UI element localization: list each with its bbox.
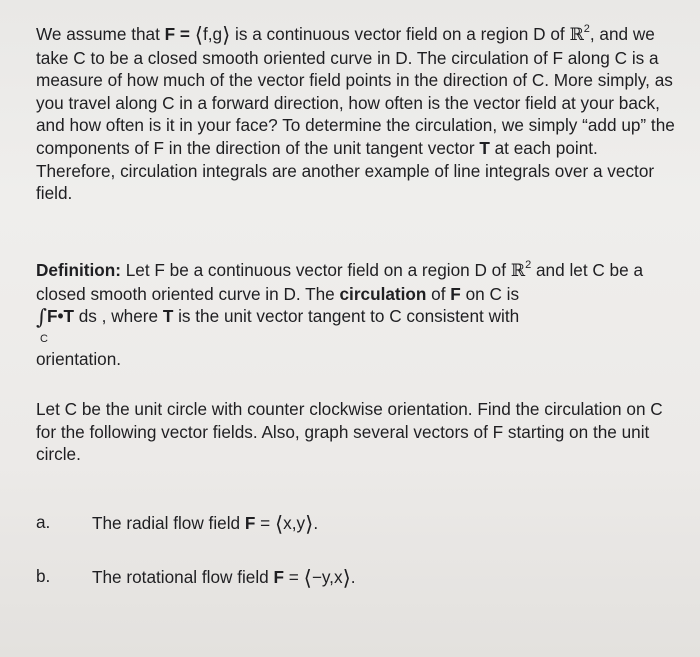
intro-text: , and we take C to be a closed smooth oriented curve in D. The circulation of F along C is a measure of how much of the vector field points in the direction of C. More simply, as you travel along C in a forward direction, how often is the vector field at your back, and how often is it in your face? To determine the circulation, we simply “add up” the components of F in the direction of the unit tangent vector (36, 24, 675, 158)
definition-text: Let F be a continuous vector field on a region D of (120, 260, 511, 280)
definition-label: Definition: (36, 260, 121, 280)
item-a-equals: = (255, 513, 275, 533)
definition-reals-symbol: ℝ (510, 261, 526, 281)
intro-vector-F: F = (164, 24, 195, 44)
item-a-description: The radial flow field (92, 513, 245, 533)
item-b-vector-F: F (273, 567, 285, 587)
item-a-components: x,y (283, 513, 306, 533)
intro-bracket-close: ⟩ (222, 23, 231, 47)
definition-exponent: 2 (525, 259, 532, 271)
task-paragraph: Let C be the unit circle with counter clockwise orientation. Find the circulation on C for the following vector fields. Also, graph several vectors of F starting on the unit circle. (36, 399, 663, 465)
item-a-text (92, 512, 318, 536)
definition-text: on C is (460, 283, 520, 304)
item-b-components: −y,x (311, 567, 343, 587)
item-a-vector-F: F (244, 513, 256, 533)
intro-text: at each point. Therefore, circulation integrals are another example of line integrals over a vector field. (36, 137, 655, 204)
definition-text: of (426, 283, 451, 304)
definition-text: and let C be a closed smooth oriented curve in D. The (36, 260, 644, 304)
item-b-period: . (350, 567, 356, 587)
intro-reals-symbol: ℝ (569, 25, 584, 45)
definition-circulation-term: circulation (339, 283, 427, 304)
item-a-period: . (313, 513, 319, 533)
intro-exponent: 2 (583, 23, 590, 35)
intro-paragraph (36, 23, 676, 205)
definition-orientation: orientation. (36, 349, 122, 369)
definition-paragraph (36, 259, 676, 329)
intro-bracket-open: ⟨ (194, 23, 203, 47)
definition-vector-F: F (450, 283, 461, 304)
integral-sign: ∫ (36, 305, 47, 330)
item-b-label: b. (36, 566, 51, 586)
item-b-description: The rotational flow field (92, 567, 274, 587)
item-b-equals: = (284, 567, 304, 587)
definition-text: is the unit vector tangent to C consistent with (173, 306, 520, 327)
definition-tangent-T: T (162, 306, 174, 327)
item-a-bracket-close: ⟩ (305, 512, 314, 536)
item-a-bracket-open: ⟨ (274, 512, 284, 536)
intro-tangent-T: T (479, 137, 490, 158)
item-b-text (92, 566, 356, 590)
intro-fg: f,g (202, 24, 223, 44)
item-a-label: a. (36, 512, 51, 532)
integrand-F-dot-T: F•T (46, 306, 74, 327)
definition-text: ds , where (73, 306, 163, 327)
integral-subscript-C: C (40, 333, 48, 345)
item-b-bracket-open: ⟨ (303, 566, 312, 590)
item-b-bracket-close: ⟩ (342, 566, 351, 590)
intro-text: is a continuous vector field on a region D of (230, 24, 570, 44)
intro-text: We assume that (36, 24, 165, 44)
